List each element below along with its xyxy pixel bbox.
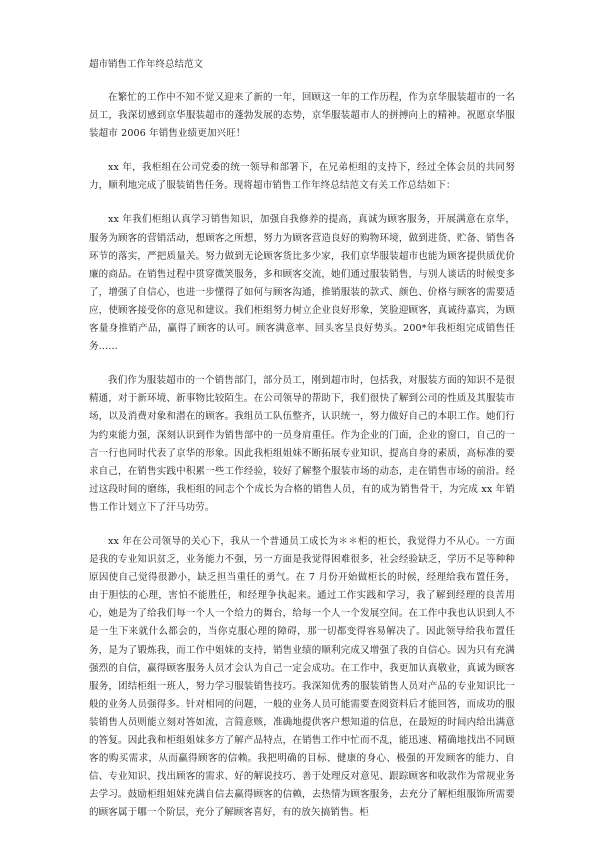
paragraph-sales-knowledge: xx 年我们柜组认真学习销售知识，加强自我修养的提高，真诚为顾客服务，开展满意在京华，服务为顾客的营销活动，想顾客之所想，努力为顾客营造良好的购物环境，做到进货、贮备、销售各环节的落实，严把质量关。努力做到无论顾客货比多少家，我们京华服装超市也能为顾客提供质优价廉的商品。在销售过程中贯穿微笑服务，多和顾客交流，她们通过服装销售，与别人谈话的时候变多了，增强了自信心，也进一步懂得了如何与顾客沟通，推销服装的款式、颜色、价格与顾客的需要适应，使顾客接受你的意见和建议。我们柜组努力树立企业良好形象，笑脸迎顾客，真诚待嘉宾，为顾客量身推销产品，赢得了顾客的认可。顾客满意率、回头客呈良好势头。200*年我柜组完成销售任务…… <box>89 214 515 353</box>
document-page <box>89 58 515 822</box>
paragraph-intro: 在繁忙的工作中不知不觉又迎来了新的一年，回顾这一年的工作历程，作为京华服装超市的一名员工，我深切感到京华服装超市的蓬勃发展的态势，京华服装超市人的拼搏向上的精神。祝愿京华服装超市 2006 年销售业绩更加兴旺！ <box>89 92 515 140</box>
paragraph-overview: xx 年，我柜组在公司党委的统一领导和部署下，在兄弟柜组的支持下，经过全体会员的共同努力，顺利地完成了服装销售任务。现将超市销售工作年终总结范文有关工作总结如下： <box>89 162 515 192</box>
document-title: 超市销售工作年终总结范文 <box>89 59 204 70</box>
paragraph-team-growth: 我们作为服装超市的一个销售部门，部分员工，刚到超市时，包括我，对服装方面的知识不是很精通，对于新环境、新事物比较陌生。在公司领导的帮助下，我们很快了解到公司的性质及其服装市场，以及消费对象和潜在的顾客。我组员工队伍整齐，认识统一，努力做好自己的本职工作。她们行为约束能力强，深刻认识到作为销售部中的一员身肩重任。作为企业的门面，企业的窗口，自己的一言一行也同时代表了京华的形象。因此我柜组姐妹不断拓展专业知识，提高自身的素质，高标准的要求自己，在销售实践中积累一些工作经验，较好了解整个服装市场的动态，走在销售市场的前沿。经过这段时间的磨练，我柜组的同志个个成长为合格的销售人员，有的成为销售骨干，为完成 xx 年销售工作计划立下了汗马功劳。 <box>89 375 515 513</box>
paragraph-personal-growth: xx 年在公司领导的关心下，我从一个普通员工成长为＊＊柜的柜长，我觉得力不从心。一方面是我的专业知识贫乏，业务能力不强，另一方面是我觉得困难很多，社会经验缺乏，学历不足等种种原因使自己觉得很渺小，缺乏担当重任的勇气。在 7 月份开始做柜长的时候，经理给我布置任务，由于胆怯的心理，害怕不能胜任，和经理争执起来。通过工作实践和学习，我了解到经理的良苦用心，她是为了给我们每一个人一个给力的舞台，给每一个人一个发展空间。在工作中我也认识到人不是一生下来就什么都会的，当你克服心理的障碍，那一切都变得容易解决了。因此领导给我布置任务，是为了锻炼我，而工作中姐妹的支持，销售业绩的顺利完成又增强了我的自信心。因为只有充满强烈的自信，赢得顾客服务人员才会认为自己一定会成功。在工作中，我更加认真敬业，真诚为顾客服务，团结柜组一班人，努力学习服装销售技巧。我深知优秀的服装销售人员对产品的专业知识比一般的业务人员强得多。针对相同的问题，一般的业务人员可能需要查阅资料后才能回答，而成功的服装销售人员则能立刻对答如流，言简意赅，准确地提供客户想知道的信息，在最短的时间内给出满意的答复。因此我和柜组姐妹多方了解产品特点，在销售工作中忙而不乱，能迅速、精确地找出不同顾客的购买需求，从而赢得顾客的信赖。我把明确的目标、健康的身心、极强的开发顾客的能力、自信、专业知识、找出顾客的需求、好的解说技巧、善于处理反对意见、跟踪顾客和收款作为常规业务去学习。鼓励柜组姐妹充满自信去赢得顾客的信赖，去热情为顾客服务，去充分了解柜组服饰所需要的顾客属于哪一个阶层，充分了解顾客喜好，有的放矢搞销售。柜 <box>89 535 515 819</box>
